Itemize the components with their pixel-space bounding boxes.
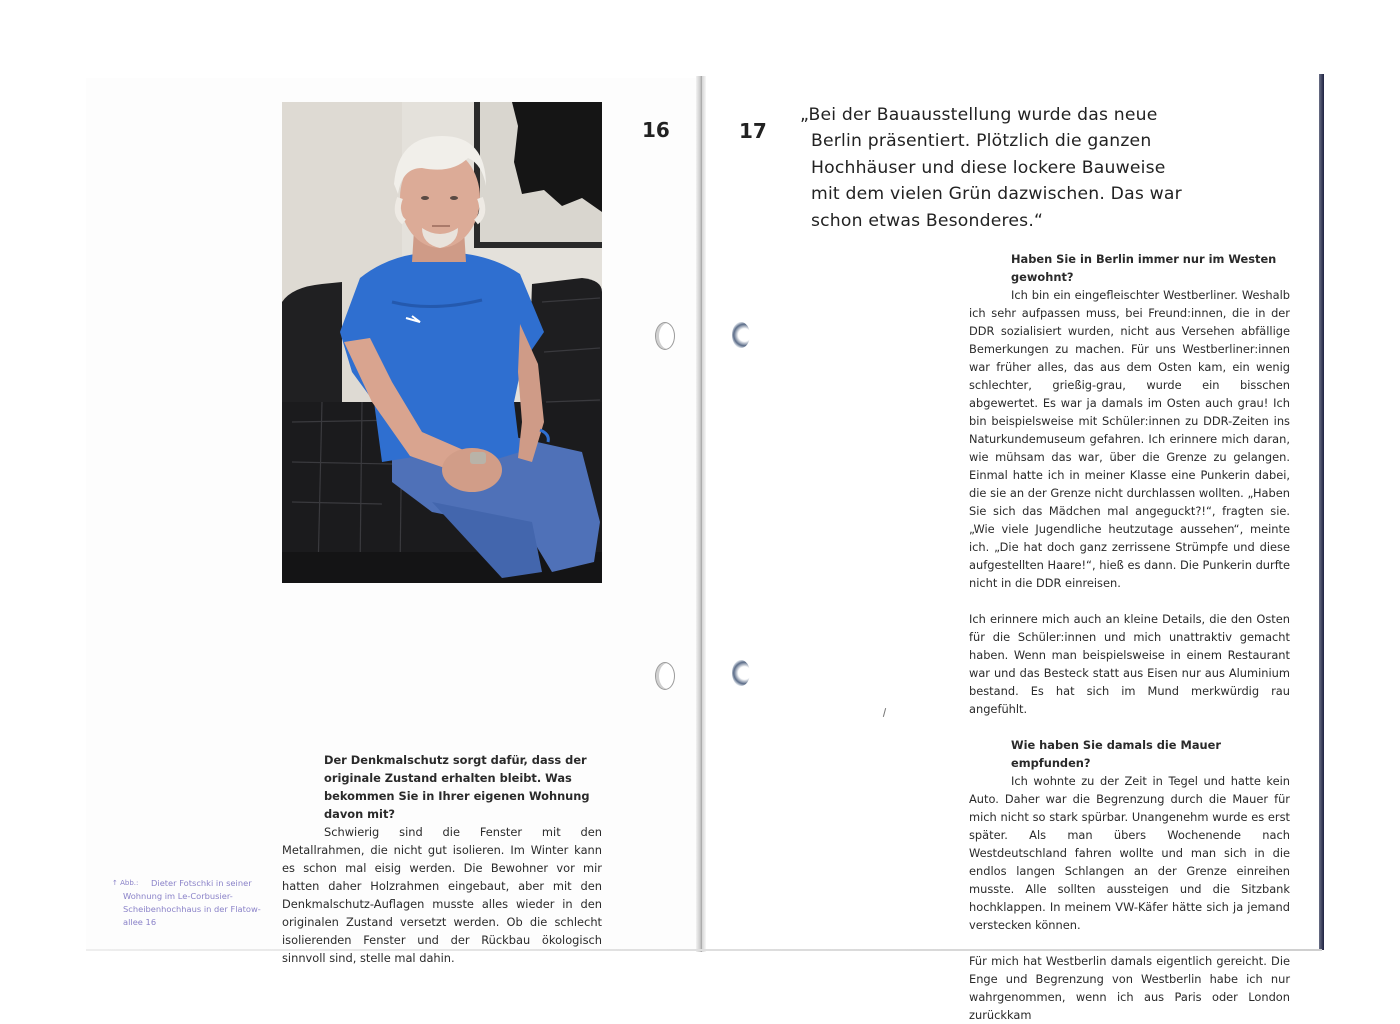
interview-answer: Ich wohnte zu der Zeit in Tegel und hatte kein Auto. Daher war die Begrenzung durch die Mauer für mich nicht so stark spürbar. Unangenehm wurde es erst später. Als man übers Wochenende nach Westdeutschland fahren wollte und man sich in die endlos langen Schlangen an der Grenze einreihen musste. Alle sollten aussteigen und die Sitzbank hochklappen. In meinem VW-Käfer hätte sich ja jemand verstecken können. <box>969 774 1290 932</box>
pull-quote-line: schon etwas Besonderes.“ <box>811 210 1044 231</box>
interview-answer: Für mich hat Westberlin damals eigentlich gereicht. Die Enge und Begrenzung von Westberlin habe ich nur wahrgenommen, wenn ich aus Paris oder London zurückkam <box>969 954 1290 1022</box>
right-page-edge <box>1319 74 1324 950</box>
interview-answer: Schwierig sind die Fenster mit den Metallrahmen, die nicht gut isolieren. Im Winter kann es schon mal eisig werden. Die Bewohner vor mir hatten daher Holzrahmen eingebaut, aber mit den Denkmalschutz-Auflagen musste alles wieder in den originalen Zustand versetzt werden. Ob die schlecht isolierenden Fenster und der Rückbau ökologisch sinnvoll sind, stelle mal dahin. <box>282 825 602 965</box>
pull-quote-line: Hochhäuser und diese lockere Bauweise <box>811 157 1166 178</box>
right-column-text <box>969 250 1290 1024</box>
left-column-text <box>282 751 602 967</box>
punch-hole-left-bottom <box>655 662 675 690</box>
caption-marker: ↑ Abb.: <box>112 879 139 887</box>
punch-hole-left-top <box>655 322 675 350</box>
portrait-photo <box>282 102 602 583</box>
punch-hole-right-top <box>732 322 750 348</box>
caption-text: Dieter Fotschki in seiner Wohnung im Le-Corbusier-Scheibenhochhaus in der Flatow-allee 16 <box>123 878 261 927</box>
interview-answer: Ich bin ein eingefleischter Westberliner. Weshalb ich sehr aufpassen muss, bei Freund:innen, die in der DDR sozialisiert wurden, nicht aus Versehen abfällige Bemerkungen zu machen. Für uns Westberliner:innen war früher alles, das aus dem Osten kam, ein wenig schlechter, grießig-grau, wurde ein bisschen abgewertet. Es war ja damals im Osten auch grau! Ich bin beispielsweise mit Schüler:innen zu DDR-Zeiten ins Naturkundemuseum gefahren. Ich erinnere mich daran, wie mühsam das war, über die Grenze zu gelangen. Einmal hatte ich in meiner Klasse eine Punkerin dabei, die sie an der Grenze nicht durchlassen wollten. „Haben Sie sich das Mädchen mal angeguckt?!“, fragten sie. „Wie viele Jugendliche heutzutage aussehen“, meinte ich. „Die hat doch ganz zerrissene Strümpfe und diese aufgestellten Haare!“, hieß es dann. Die Punkerin durfte nicht in die DDR einreisen. <box>969 288 1290 590</box>
pull-quote-line: mit dem vielen Grün dazwischen. Das war <box>811 184 1182 205</box>
pull-quote-line: „Bei der Bauausstellung wurde das neue <box>800 105 1158 125</box>
photo-caption <box>112 876 272 929</box>
interview-question: Der Denkmalschutz sorgt dafür, dass der originale Zustand erhalten bleibt. Was bekommen Sie in Ihrer eigenen Wohnung davon mit? <box>324 753 590 821</box>
portrait-illustration <box>282 102 602 583</box>
page-number-right: 17 <box>739 119 767 143</box>
interview-question: Haben Sie in Berlin immer nur im Westen gewohnt? <box>1011 252 1277 284</box>
interview-question: Wie haben Sie damals die Mauer empfunden? <box>1011 738 1221 770</box>
book-gutter <box>696 76 706 952</box>
page-number-left: 16 <box>642 118 670 142</box>
punch-hole-right-bottom <box>732 660 750 686</box>
pull-quote <box>800 102 1180 234</box>
pull-quote-line: Berlin präsentiert. Plötzlich die ganzen <box>811 131 1152 152</box>
interview-answer: Ich erinnere mich auch an kleine Details, die den Osten für die Schüler:innen und mich unattraktiv gemacht haben. Wenn man beispielsweise in einem Restaurant war und das Besteck statt aus Eisen nur aus Aluminium bestand. Es hat sich im Mund merkwürdig rau angefühlt. <box>969 612 1290 716</box>
